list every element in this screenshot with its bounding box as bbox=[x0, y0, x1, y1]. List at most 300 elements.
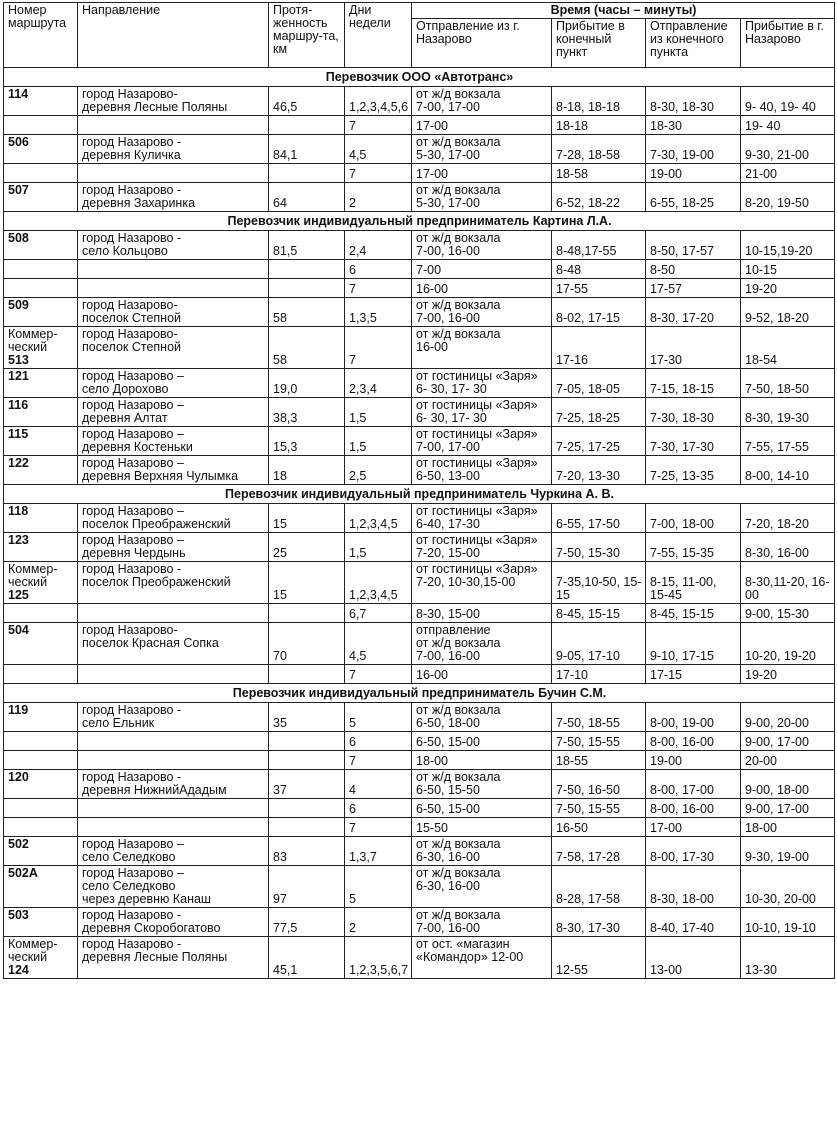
route-number bbox=[4, 87, 78, 116]
route-days: 2,3,4 bbox=[345, 369, 412, 398]
route-length bbox=[269, 818, 345, 837]
depart-line: 5-30, 17-00 bbox=[416, 148, 480, 162]
depart-line: 6-50, 13-00 bbox=[416, 469, 480, 483]
direction-line: деревня Захаринка bbox=[82, 196, 196, 210]
route-length: 81,5 bbox=[269, 231, 345, 260]
depart-line: 6-50, 15-00 bbox=[416, 802, 480, 816]
depart-line: от гостиницы «Заря» bbox=[416, 398, 538, 412]
arrive-terminal: 7-50, 15-55 bbox=[552, 732, 646, 751]
route-number bbox=[4, 770, 78, 799]
depart-terminal: 8-45, 15-15 bbox=[646, 604, 741, 623]
depart-line: 7-20, 10-30,15-00 bbox=[416, 575, 516, 589]
depart-line: 6-50, 15-50 bbox=[416, 783, 480, 797]
route-number bbox=[4, 562, 78, 604]
route-direction bbox=[78, 623, 269, 665]
arrive-terminal: 7-35,10-50, 15-15 bbox=[552, 562, 646, 604]
direction-line: город Назарово - bbox=[82, 135, 182, 149]
route-length bbox=[269, 260, 345, 279]
depart-line: от гостиницы «Заря» bbox=[416, 562, 538, 576]
depart-line: от гостиницы «Заря» bbox=[416, 456, 538, 470]
route-direction bbox=[78, 456, 269, 485]
direction-line: город Назарово – bbox=[82, 866, 184, 880]
route-length: 15 bbox=[269, 562, 345, 604]
arrive-terminal: 7-25, 18-25 bbox=[552, 398, 646, 427]
route-number-value: 119 bbox=[8, 703, 29, 717]
header-route-number: Номер маршрута bbox=[4, 3, 78, 68]
depart-line: 18-00 bbox=[416, 754, 448, 768]
table-row bbox=[4, 533, 835, 562]
route-number-value: 115 bbox=[8, 427, 29, 441]
direction-line: деревня Скоробогатово bbox=[82, 921, 221, 935]
route-number bbox=[4, 623, 78, 665]
route-number-value: 123 bbox=[8, 533, 29, 547]
arrive-nazarovo: 19-20 bbox=[741, 279, 835, 298]
depart-terminal: 8-00, 16-00 bbox=[646, 799, 741, 818]
route-number bbox=[4, 260, 78, 279]
route-days: 6,7 bbox=[345, 604, 412, 623]
depart-line: 16-00 bbox=[416, 340, 448, 354]
depart-nazarovo bbox=[412, 751, 552, 770]
route-number-value: 502А bbox=[8, 866, 38, 880]
depart-line: от гостиницы «Заря» bbox=[416, 533, 538, 547]
route-days: 1,5 bbox=[345, 398, 412, 427]
depart-nazarovo bbox=[412, 87, 552, 116]
route-days: 1,2,3,4,5 bbox=[345, 504, 412, 533]
depart-nazarovo bbox=[412, 770, 552, 799]
table-row bbox=[4, 837, 835, 866]
depart-line: от ж/д вокзала bbox=[416, 770, 501, 784]
route-length: 64 bbox=[269, 183, 345, 212]
arrive-nazarovo: 9-52, 18-20 bbox=[741, 298, 835, 327]
route-direction bbox=[78, 327, 269, 369]
depart-line: 6-50, 15-00 bbox=[416, 735, 480, 749]
direction-line: поселок Преображенский bbox=[82, 575, 231, 589]
table-row bbox=[4, 504, 835, 533]
depart-nazarovo bbox=[412, 837, 552, 866]
depart-line: 16-00 bbox=[416, 282, 448, 296]
header-arrive-nazarovo: Прибытие в г. Назарово bbox=[741, 19, 835, 68]
arrive-nazarovo: 8-20, 19-50 bbox=[741, 183, 835, 212]
direction-line: город Назарово- bbox=[82, 623, 178, 637]
route-days: 2,5 bbox=[345, 456, 412, 485]
route-number bbox=[4, 604, 78, 623]
table-row bbox=[4, 279, 835, 298]
route-days: 2 bbox=[345, 183, 412, 212]
route-days: 7 bbox=[345, 751, 412, 770]
depart-line: 6-30, 16-00 bbox=[416, 850, 480, 864]
route-number bbox=[4, 937, 78, 979]
depart-terminal: 8-00, 17-00 bbox=[646, 770, 741, 799]
arrive-nazarovo: 8-30, 19-30 bbox=[741, 398, 835, 427]
direction-line: город Назарово – bbox=[82, 398, 184, 412]
route-number-value: 506 bbox=[8, 135, 29, 149]
carrier-name: Перевозчик индивидуальный предприниматель Бучин С.М. bbox=[4, 684, 835, 703]
route-number bbox=[4, 732, 78, 751]
depart-nazarovo bbox=[412, 135, 552, 164]
depart-terminal: 17-30 bbox=[646, 327, 741, 369]
route-days: 2 bbox=[345, 908, 412, 937]
route-length: 46,5 bbox=[269, 87, 345, 116]
depart-line: от ж/д вокзала bbox=[416, 837, 501, 851]
route-number bbox=[4, 183, 78, 212]
route-days: 7 bbox=[345, 665, 412, 684]
depart-line: 7-00, 16-00 bbox=[416, 311, 480, 325]
table-row bbox=[4, 135, 835, 164]
route-length: 45,1 bbox=[269, 937, 345, 979]
route-days: 4,5 bbox=[345, 623, 412, 665]
route-direction bbox=[78, 533, 269, 562]
route-length: 19,0 bbox=[269, 369, 345, 398]
carrier-row bbox=[4, 684, 835, 703]
depart-line: 7-20, 15-00 bbox=[416, 546, 480, 560]
header-row-top bbox=[4, 3, 835, 19]
depart-nazarovo bbox=[412, 456, 552, 485]
table-row bbox=[4, 231, 835, 260]
depart-nazarovo bbox=[412, 504, 552, 533]
arrive-nazarovo: 21-00 bbox=[741, 164, 835, 183]
carrier-name: Перевозчик индивидуальный предприниматель Чуркина А. В. bbox=[4, 485, 835, 504]
depart-line: от ж/д вокзала bbox=[416, 327, 501, 341]
arrive-terminal: 7-50, 18-55 bbox=[552, 703, 646, 732]
route-number bbox=[4, 398, 78, 427]
arrive-nazarovo: 19- 40 bbox=[741, 116, 835, 135]
arrive-terminal: 8-48 bbox=[552, 260, 646, 279]
arrive-nazarovo: 9-30, 19-00 bbox=[741, 837, 835, 866]
table-row bbox=[4, 116, 835, 135]
route-days: 7 bbox=[345, 164, 412, 183]
arrive-terminal: 7-05, 18-05 bbox=[552, 369, 646, 398]
depart-line: 8-30, 15-00 bbox=[416, 607, 480, 621]
route-days: 5 bbox=[345, 703, 412, 732]
route-number bbox=[4, 908, 78, 937]
route-number bbox=[4, 504, 78, 533]
depart-line: 5-30, 17-00 bbox=[416, 196, 480, 210]
direction-line: город Назарово – bbox=[82, 504, 184, 518]
route-length: 77,5 bbox=[269, 908, 345, 937]
bus-schedule-table bbox=[3, 2, 835, 979]
route-number bbox=[4, 135, 78, 164]
route-prefix: ческий bbox=[8, 340, 48, 354]
depart-line: «Командор» 12-00 bbox=[416, 950, 524, 964]
route-number bbox=[4, 751, 78, 770]
route-length: 37 bbox=[269, 770, 345, 799]
route-direction bbox=[78, 183, 269, 212]
route-number-value: 503 bbox=[8, 908, 29, 922]
depart-line: 7-00, 17-00 bbox=[416, 440, 480, 454]
route-direction bbox=[78, 298, 269, 327]
route-direction bbox=[78, 799, 269, 818]
depart-terminal: 19-00 bbox=[646, 164, 741, 183]
direction-line: город Назарово- bbox=[82, 327, 178, 341]
route-number bbox=[4, 866, 78, 908]
depart-line: 7-00, 16-00 bbox=[416, 921, 480, 935]
route-length: 83 bbox=[269, 837, 345, 866]
route-number-value: 502 bbox=[8, 837, 29, 851]
route-number bbox=[4, 327, 78, 369]
arrive-terminal: 8-28, 17-58 bbox=[552, 866, 646, 908]
direction-line: город Назарово – bbox=[82, 533, 184, 547]
arrive-nazarovo: 10-30, 20-00 bbox=[741, 866, 835, 908]
depart-line: от гостиницы «Заря» bbox=[416, 369, 538, 383]
depart-line: 17-00 bbox=[416, 119, 448, 133]
route-direction bbox=[78, 279, 269, 298]
depart-line: от гостиницы «Заря» bbox=[416, 427, 538, 441]
direction-line: село Ельник bbox=[82, 716, 155, 730]
route-days: 5 bbox=[345, 866, 412, 908]
table-row bbox=[4, 183, 835, 212]
route-number bbox=[4, 533, 78, 562]
route-number-value: 504 bbox=[8, 623, 29, 637]
route-length: 15,3 bbox=[269, 427, 345, 456]
depart-terminal: 8-30, 17-20 bbox=[646, 298, 741, 327]
depart-line: от ж/д вокзала bbox=[416, 135, 501, 149]
depart-terminal: 8-15, 11-00, 15-45 bbox=[646, 562, 741, 604]
arrive-nazarovo: 18-00 bbox=[741, 818, 835, 837]
route-direction bbox=[78, 398, 269, 427]
route-number bbox=[4, 456, 78, 485]
arrive-terminal: 17-55 bbox=[552, 279, 646, 298]
route-direction bbox=[78, 604, 269, 623]
depart-terminal: 8-00, 16-00 bbox=[646, 732, 741, 751]
depart-line: 15-50 bbox=[416, 821, 448, 835]
arrive-nazarovo: 9-00, 20-00 bbox=[741, 703, 835, 732]
route-number-value: 509 bbox=[8, 298, 29, 312]
route-length bbox=[269, 164, 345, 183]
route-days: 7 bbox=[345, 327, 412, 369]
depart-terminal: 7-30, 18-30 bbox=[646, 398, 741, 427]
arrive-nazarovo: 7-20, 18-20 bbox=[741, 504, 835, 533]
route-length bbox=[269, 279, 345, 298]
direction-line: город Назарово - bbox=[82, 183, 182, 197]
table-row bbox=[4, 751, 835, 770]
arrive-nazarovo: 7-55, 17-55 bbox=[741, 427, 835, 456]
arrive-nazarovo: 10-20, 19-20 bbox=[741, 623, 835, 665]
direction-line: поселок Преображенский bbox=[82, 517, 231, 531]
route-prefix: ческий bbox=[8, 575, 48, 589]
route-length: 25 bbox=[269, 533, 345, 562]
depart-terminal: 18-30 bbox=[646, 116, 741, 135]
depart-line: 7-00, 17-00 bbox=[416, 100, 480, 114]
depart-line: 6-50, 18-00 bbox=[416, 716, 480, 730]
header-depart-terminal: Отправление из конечного пункта bbox=[646, 19, 741, 68]
arrive-terminal: 6-55, 17-50 bbox=[552, 504, 646, 533]
table-row bbox=[4, 703, 835, 732]
table-row bbox=[4, 562, 835, 604]
route-length: 38,3 bbox=[269, 398, 345, 427]
route-number bbox=[4, 799, 78, 818]
route-number-value: 124 bbox=[8, 963, 29, 977]
depart-line: 6- 30, 17- 30 bbox=[416, 382, 487, 396]
direction-line: город Назарово - bbox=[82, 562, 182, 576]
arrive-terminal: 18-58 bbox=[552, 164, 646, 183]
direction-line: деревня Куличка bbox=[82, 148, 181, 162]
depart-nazarovo bbox=[412, 604, 552, 623]
depart-terminal: 17-15 bbox=[646, 665, 741, 684]
table-row bbox=[4, 427, 835, 456]
direction-line: город Назарово – bbox=[82, 369, 184, 383]
route-direction bbox=[78, 665, 269, 684]
route-number bbox=[4, 818, 78, 837]
depart-terminal: 7-55, 15-35 bbox=[646, 533, 741, 562]
route-number-value: 125 bbox=[8, 588, 29, 602]
arrive-nazarovo: 9-00, 18-00 bbox=[741, 770, 835, 799]
arrive-terminal: 7-50, 16-50 bbox=[552, 770, 646, 799]
depart-nazarovo bbox=[412, 799, 552, 818]
route-direction bbox=[78, 818, 269, 837]
route-direction bbox=[78, 427, 269, 456]
route-length: 15 bbox=[269, 504, 345, 533]
arrive-terminal: 7-58, 17-28 bbox=[552, 837, 646, 866]
arrive-nazarovo: 9-00, 17-00 bbox=[741, 732, 835, 751]
depart-terminal: 8-00, 19-00 bbox=[646, 703, 741, 732]
depart-line: от ж/д вокзала bbox=[416, 231, 501, 245]
route-number bbox=[4, 231, 78, 260]
table-row bbox=[4, 770, 835, 799]
direction-line: деревня Костеньки bbox=[82, 440, 193, 454]
route-number-value: 116 bbox=[8, 398, 29, 412]
depart-terminal: 9-10, 17-15 bbox=[646, 623, 741, 665]
depart-terminal: 7-30, 19-00 bbox=[646, 135, 741, 164]
depart-nazarovo bbox=[412, 183, 552, 212]
direction-line: село Дорохово bbox=[82, 382, 169, 396]
depart-line: от ж/д вокзала bbox=[416, 298, 501, 312]
route-direction bbox=[78, 164, 269, 183]
depart-nazarovo bbox=[412, 562, 552, 604]
arrive-terminal: 7-20, 13-30 bbox=[552, 456, 646, 485]
direction-line: город Назарово- bbox=[82, 87, 178, 101]
direction-line: город Назарово - bbox=[82, 908, 182, 922]
arrive-terminal: 16-50 bbox=[552, 818, 646, 837]
header-arrive-terminal: Прибытие в конечный пункт bbox=[552, 19, 646, 68]
table-row bbox=[4, 665, 835, 684]
depart-line: от ж/д вокзала bbox=[416, 908, 501, 922]
route-days: 2,4 bbox=[345, 231, 412, 260]
arrive-nazarovo: 10-15 bbox=[741, 260, 835, 279]
arrive-nazarovo: 8-30,11-20, 16-00 bbox=[741, 562, 835, 604]
arrive-terminal: 7-25, 17-25 bbox=[552, 427, 646, 456]
route-number-value: 121 bbox=[8, 369, 29, 383]
arrive-terminal: 18-55 bbox=[552, 751, 646, 770]
depart-nazarovo bbox=[412, 164, 552, 183]
table-row bbox=[4, 456, 835, 485]
table-row bbox=[4, 604, 835, 623]
route-length bbox=[269, 116, 345, 135]
route-prefix: Коммер- bbox=[8, 562, 58, 576]
route-prefix: Коммер- bbox=[8, 937, 58, 951]
depart-terminal: 8-50, 17-57 bbox=[646, 231, 741, 260]
table-row bbox=[4, 260, 835, 279]
route-direction bbox=[78, 908, 269, 937]
route-direction bbox=[78, 504, 269, 533]
depart-terminal: 7-00, 18-00 bbox=[646, 504, 741, 533]
header-depart-nazarovo: Отправление из г. Назарово bbox=[412, 19, 552, 68]
direction-line: город Назарово – bbox=[82, 456, 184, 470]
arrive-terminal: 8-02, 17-15 bbox=[552, 298, 646, 327]
arrive-nazarovo: 9-00, 17-00 bbox=[741, 799, 835, 818]
route-length bbox=[269, 799, 345, 818]
direction-line: деревня Чердынь bbox=[82, 546, 186, 560]
route-number bbox=[4, 427, 78, 456]
route-number-value: 118 bbox=[8, 504, 29, 518]
route-number-value: 513 bbox=[8, 353, 29, 367]
depart-terminal: 17-57 bbox=[646, 279, 741, 298]
carrier-row bbox=[4, 212, 835, 231]
header-direction: Направление bbox=[78, 3, 269, 68]
depart-line: 7-00, 16-00 bbox=[416, 649, 480, 663]
route-length bbox=[269, 604, 345, 623]
table-row bbox=[4, 908, 835, 937]
arrive-terminal: 17-10 bbox=[552, 665, 646, 684]
direction-line: город Назарово – bbox=[82, 837, 184, 851]
table-row bbox=[4, 369, 835, 398]
route-days: 6 bbox=[345, 260, 412, 279]
route-number-value: 508 bbox=[8, 231, 29, 245]
route-days: 4,5 bbox=[345, 135, 412, 164]
depart-terminal: 7-15, 18-15 bbox=[646, 369, 741, 398]
route-number-value: 507 bbox=[8, 183, 29, 197]
depart-nazarovo bbox=[412, 298, 552, 327]
route-days: 6 bbox=[345, 799, 412, 818]
arrive-nazarovo: 20-00 bbox=[741, 751, 835, 770]
table-row bbox=[4, 398, 835, 427]
arrive-terminal: 7-50, 15-55 bbox=[552, 799, 646, 818]
route-number bbox=[4, 703, 78, 732]
depart-line: от ж/д вокзала bbox=[416, 87, 501, 101]
route-length bbox=[269, 751, 345, 770]
carrier-name: Перевозчик индивидуальный предприниматель Картина Л.А. bbox=[4, 212, 835, 231]
route-length: 35 bbox=[269, 703, 345, 732]
depart-nazarovo bbox=[412, 116, 552, 135]
table-row bbox=[4, 937, 835, 979]
depart-nazarovo bbox=[412, 427, 552, 456]
depart-nazarovo bbox=[412, 279, 552, 298]
route-direction bbox=[78, 135, 269, 164]
arrive-nazarovo: 10-15,19-20 bbox=[741, 231, 835, 260]
route-days: 7 bbox=[345, 818, 412, 837]
route-direction bbox=[78, 751, 269, 770]
depart-terminal: 6-55, 18-25 bbox=[646, 183, 741, 212]
route-number bbox=[4, 665, 78, 684]
direction-line: город Назарово – bbox=[82, 427, 184, 441]
route-length: 18 bbox=[269, 456, 345, 485]
route-days: 1,2,3,5,6,7 bbox=[345, 937, 412, 979]
arrive-terminal: 17-16 bbox=[552, 327, 646, 369]
depart-line: от гостиницы «Заря» bbox=[416, 504, 538, 518]
arrive-terminal: 7-50, 15-30 bbox=[552, 533, 646, 562]
direction-line: село Селедково bbox=[82, 879, 176, 893]
route-length bbox=[269, 732, 345, 751]
depart-line: от ж/д вокзала bbox=[416, 866, 501, 880]
depart-terminal: 13-00 bbox=[646, 937, 741, 979]
direction-line: деревня Алтат bbox=[82, 411, 168, 425]
arrive-terminal: 18-18 bbox=[552, 116, 646, 135]
depart-terminal: 7-25, 13-35 bbox=[646, 456, 741, 485]
route-length: 58 bbox=[269, 298, 345, 327]
route-direction bbox=[78, 770, 269, 799]
route-number bbox=[4, 116, 78, 135]
depart-nazarovo bbox=[412, 908, 552, 937]
direction-line: город Назарово - bbox=[82, 937, 182, 951]
table-row bbox=[4, 298, 835, 327]
route-days: 1,3,5 bbox=[345, 298, 412, 327]
depart-nazarovo bbox=[412, 623, 552, 665]
arrive-nazarovo: 9-00, 15-30 bbox=[741, 604, 835, 623]
direction-line: через деревню Канаш bbox=[82, 892, 211, 906]
depart-nazarovo bbox=[412, 703, 552, 732]
depart-line: 6-40, 17-30 bbox=[416, 517, 480, 531]
direction-line: город Назарово - bbox=[82, 703, 182, 717]
depart-line: 17-00 bbox=[416, 167, 448, 181]
